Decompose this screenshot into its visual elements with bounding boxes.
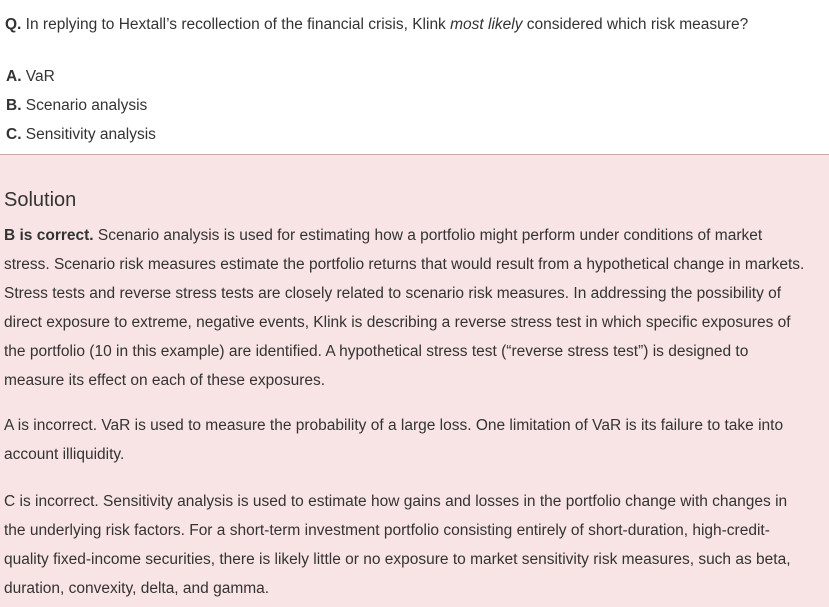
solution-line: Stress tests and reverse stress tests are closely related to scenario risk measures. In addressing the possibility of xyxy=(4,285,782,302)
question-text xyxy=(5,15,748,35)
question-prefix: Q. xyxy=(5,16,22,33)
solution-paragraph-a xyxy=(4,411,829,469)
solution-title: Solution xyxy=(4,189,77,211)
question-text-after: considered which risk measure? xyxy=(522,16,749,33)
option-letter: C. xyxy=(6,126,22,143)
solution-line: quality fixed-income securities, there is likely little or no exposure to market sensitivity risk measures, such as beta, xyxy=(4,551,791,568)
solution-line: C is incorrect. Sensitivity analysis is used to estimate how gains and losses in the portfolio change with changes in xyxy=(4,493,788,510)
option-b xyxy=(6,91,156,120)
correct-answer-label: B is correct. xyxy=(4,227,94,244)
solution-line: direct exposure to extreme, negative events, Klink is describing a reverse stress test in which specific exposures of xyxy=(4,314,791,331)
solution-paragraph-c xyxy=(4,487,829,603)
solution-line: the underlying risk factors. For a short-term investment portfolio consisting entirely of short-duration, high-credit- xyxy=(4,522,770,539)
question-text-before: In replying to Hextall’s recollection of the financial crisis, Klink xyxy=(21,16,451,33)
solution-paragraph-correct xyxy=(4,221,829,395)
solution-line: A is incorrect. VaR is used to measure the probability of a large loss. One limitation of VaR is its failure to take into xyxy=(4,417,784,434)
option-letter: A. xyxy=(6,68,22,85)
question-emphasis: most likely xyxy=(450,16,523,33)
solution-line xyxy=(4,221,829,250)
solution-line: stress. Scenario risk measures estimate the portfolio returns that would result from a hypothetical change in markets. xyxy=(4,256,805,273)
answer-options xyxy=(6,62,156,149)
option-label: Sensitivity analysis xyxy=(21,126,156,143)
option-a xyxy=(6,62,156,91)
option-label: VaR xyxy=(21,68,55,85)
solution-line: measure its effect on each of these exposures. xyxy=(4,372,326,389)
option-label: Scenario analysis xyxy=(21,97,148,114)
solution-line: the portfolio (10 in this example) are identified. A hypothetical stress test (“reverse stress test”) is designed to xyxy=(4,343,749,360)
solution-section xyxy=(0,155,829,607)
question-section xyxy=(0,0,829,155)
solution-line: account illiquidity. xyxy=(4,446,125,463)
solution-line: duration, convexity, delta, and gamma. xyxy=(4,580,270,597)
solution-line-text: Scenario analysis is used for estimating how a portfolio might perform under conditions of market xyxy=(93,227,763,244)
option-letter: B. xyxy=(6,97,22,114)
option-c xyxy=(6,120,156,149)
